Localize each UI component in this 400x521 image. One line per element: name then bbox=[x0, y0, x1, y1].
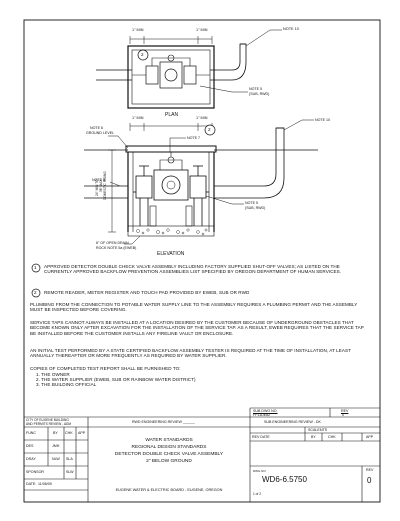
sub-rev-value: 0 bbox=[342, 413, 344, 417]
elev-dim-right: 1" MIN bbox=[196, 116, 208, 120]
note-1: APPROVED DETECTOR DOUBLE CHECK VALVE ASSEMBLY INCLUDING FACTORY SUPPLIED SHUT-OFF VALVES; AS LISTED ON THE CURRENTLY APPROVED BACKFLOW PREVENTION ASSEMBLIES LIST SPECIFIED BY OREGON DEPARTMENT OF HUMAN SERVICES. bbox=[44, 264, 342, 275]
note-2: REMOTE READER, METER REGISTER AND TOUCH PAD PROVIDED BY EWEB, SUB OR RWD bbox=[44, 290, 250, 295]
row-sponsor-label: SPONSOR bbox=[26, 470, 44, 474]
plan-callout-2: 2 bbox=[141, 52, 144, 57]
sub-rev-label: REV bbox=[341, 409, 349, 413]
rev-box-label: REV bbox=[366, 468, 374, 472]
rev-date-label: REV DATE bbox=[252, 435, 270, 439]
title-line-2: REGIONAL DESIGN STANDARDS bbox=[131, 445, 207, 450]
row-func-label: FUNC bbox=[26, 431, 36, 435]
row-dray-chk: SLA bbox=[66, 457, 73, 461]
rwd-review: RWD ENGINEERING REVIEW ______ bbox=[132, 420, 195, 424]
elevation-title: ELEVATION bbox=[157, 251, 185, 257]
row-dray-by: NLW bbox=[52, 457, 60, 461]
row-func-chk: CHK bbox=[65, 431, 73, 435]
rev-app-label: APP bbox=[366, 435, 374, 439]
rev-box-value: 0 bbox=[367, 476, 372, 485]
title-line-3: DETECTOR DOUBLE CHECK VALVE ASSEMBLY bbox=[114, 452, 224, 457]
note-plumbing: PLUMBING FROM THE CONNECTION TO POTABLE WATER SUPPLY LINE TO THE ASSEMBLY REQUIRES A PLUMBING PERMIT AND THE ASSEMBLY MUST BE INSPECTED BEFORE COVERING. bbox=[30, 302, 358, 313]
elev-callout-2: 2 bbox=[208, 127, 211, 132]
note-2-number: 2 bbox=[34, 290, 37, 295]
city-review-2: AND PERMITS REVIEW - ADM bbox=[26, 422, 71, 426]
plan-dim-left: 1" MIN bbox=[132, 28, 144, 32]
board-name: EUGENE WATER & ELECTRIC BOARD - EUGENE, OREGON bbox=[115, 488, 223, 492]
sub-dwg-value: FF11DE82 bbox=[253, 413, 271, 417]
sub-review: SUB ENGINEERING REVIEW - DK bbox=[264, 420, 321, 424]
sheet-count: 1 of 2 bbox=[253, 492, 261, 496]
elev-vertical-dim-2: 36" MAX bbox=[99, 179, 103, 192]
elev-note-6: NOTE 6 bbox=[90, 126, 103, 130]
elev-note-5: NOTE 5 bbox=[245, 201, 258, 205]
title-line-4: 2" BELOW GROUND bbox=[146, 459, 192, 464]
date-label: DATE: bbox=[26, 482, 37, 486]
title-line-1: WATER STANDARDS bbox=[145, 438, 193, 443]
rev-by-label: BY bbox=[311, 435, 316, 439]
elev-note-8: NOTE 8 bbox=[92, 178, 105, 182]
note-1-number: 1 bbox=[34, 265, 37, 270]
elevation-view bbox=[84, 120, 318, 244]
plan-view bbox=[96, 30, 282, 108]
plan-note-5: NOTE 5 bbox=[249, 87, 262, 91]
note-initial-test: AN INITIAL TEST PERFORMED BY A STATE CERTIFIED BACKFLOW ASSEMBLY TESTER IS REQUIRED AT THE TIME OF INSTALLATION, AT LEAST ANNUALLY THEREAFTER OR MORE FREQUENTLY AS REQUIRED BY WATER SUPPLIER. bbox=[30, 348, 351, 359]
row-dray-label: DRAY bbox=[26, 457, 36, 461]
copies-item-1: 1. THE OWNER bbox=[36, 372, 70, 377]
plan-title: PLAN bbox=[165, 112, 179, 118]
row-des-by: JMH bbox=[52, 444, 60, 448]
note-service-taps: SERVICE TAPS CANNOT ALWAYS BE INSTALLED AT A LOCATION DESIRED BY THE CUSTOMER BECAUSE OF UNDERGROUND OBSTACLES THAT BECOME KNOWN ONLY AFTER EXCAVATION FOR THE INSTALLATION OF THE SERVICE TAP. AS A RESULT, EWEB REQUIRES THAT THE SERVICE TAP BE INSTALLED BEFORE THE CUSTOMER INSTALLS ANY FIRELINE VAULT OR ENCLOSURE. bbox=[30, 320, 364, 336]
plan-dim-right: 1" MIN bbox=[196, 28, 208, 32]
sub-dwg-label: SUB DWG NO. bbox=[253, 409, 278, 413]
date-value: 11/06/09 bbox=[38, 482, 52, 486]
dwg-no-label: DWG NO bbox=[253, 469, 266, 473]
elev-dim-left: 1" MIN bbox=[132, 116, 144, 120]
elev-note-7: NOTE 7 bbox=[187, 136, 200, 140]
elev-vertical-dim-3: DOMESTIC RISING bbox=[103, 171, 107, 200]
elev-note-10: NOTE 10 bbox=[315, 118, 330, 122]
row-sponsor-chk: SLW bbox=[66, 470, 74, 474]
city-review-1: CITY OF EUGENE BUILDING bbox=[26, 418, 69, 422]
drawing-number: WD6-6.5750 bbox=[262, 475, 307, 484]
copies-heading: COPIES OF COMPLETED TEST REPORT SHALL BE FURNISHED TO: bbox=[30, 366, 181, 371]
elev-gravel-note: 6" OF OPEN DRAIN bbox=[96, 241, 129, 245]
elev-vertical-dim-1: 24" MIN TO bbox=[95, 179, 99, 196]
rev-chk-label: CHK bbox=[328, 435, 336, 439]
plan-note-10: NOTE 10 bbox=[283, 27, 299, 31]
elev-ground-level: GROUND LEVEL bbox=[86, 131, 115, 135]
row-func-app: APP bbox=[78, 431, 86, 435]
plan-note-5-sub: (SUB, RWD) bbox=[249, 92, 270, 96]
scale-label: SCALE: bbox=[308, 428, 321, 432]
copies-item-2: 2. THE WATER SUPPLIER (EWEB, SUB OR RAINBOW WATER DISTRICT) bbox=[36, 377, 196, 382]
elev-note-5-sub: (SUB, RWD) bbox=[245, 206, 266, 210]
elev-gravel-note-2: ROCK NOTE 5a (EWEB) bbox=[96, 246, 137, 250]
row-func-by: BY bbox=[53, 431, 58, 435]
scale-value: NTS bbox=[320, 428, 328, 432]
copies-item-3: 3. THE BUILDING OFFICIAL bbox=[36, 382, 97, 387]
callout-circles bbox=[32, 50, 215, 297]
row-des-label: DES bbox=[26, 444, 34, 448]
